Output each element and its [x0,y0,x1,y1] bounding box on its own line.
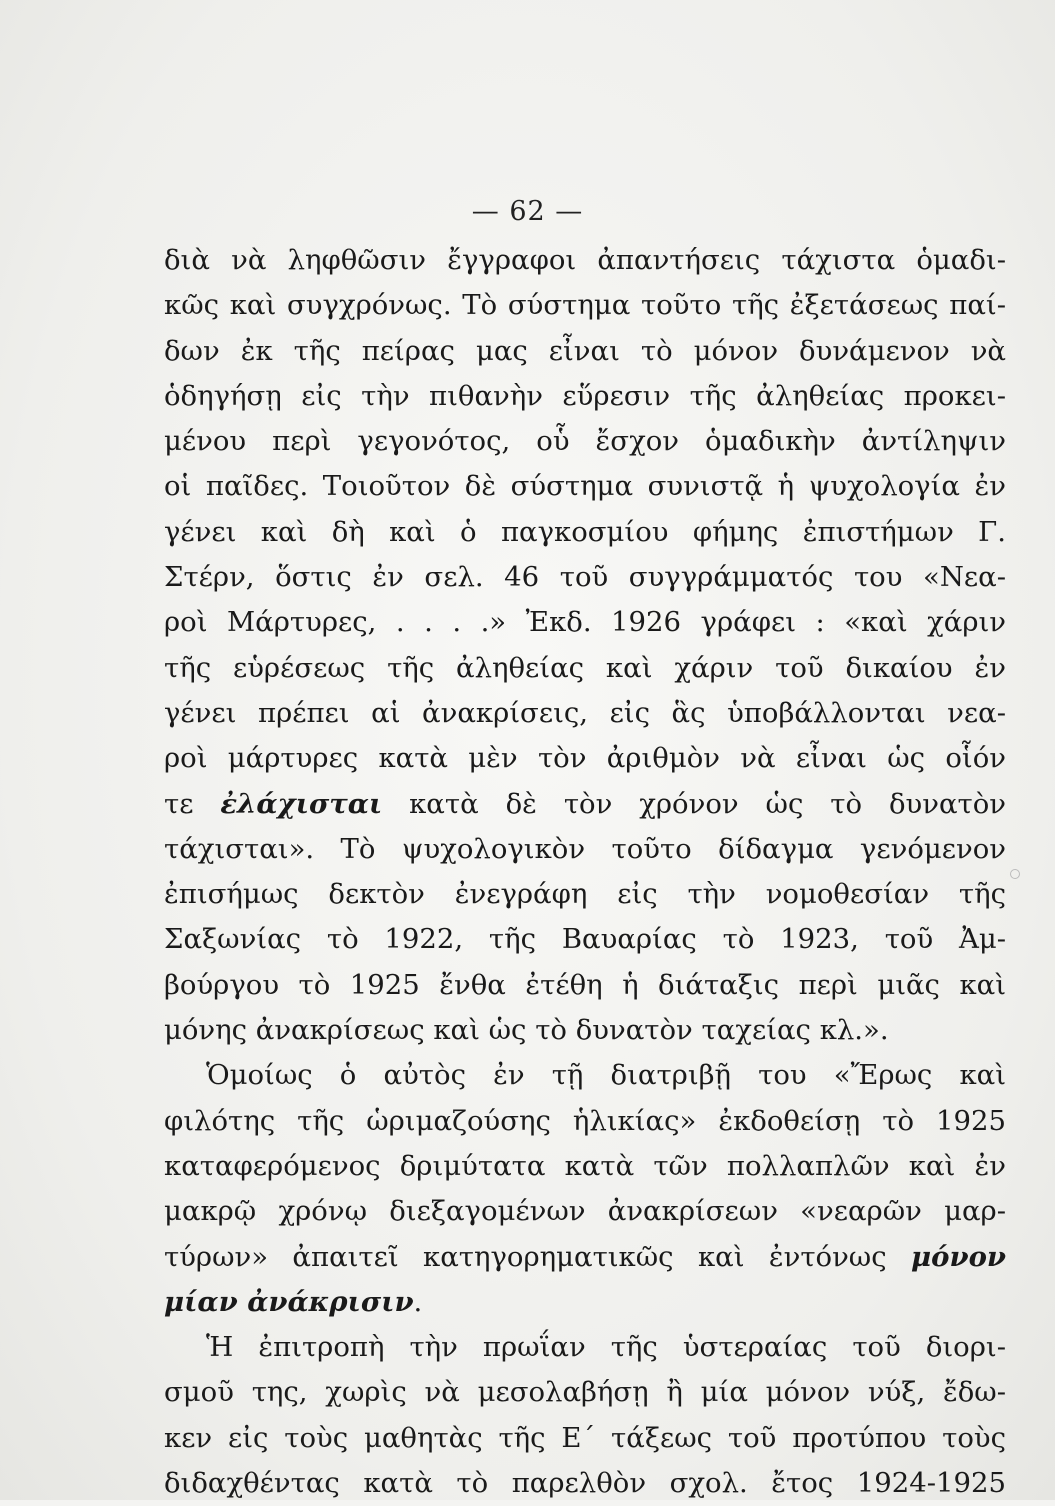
text-line: τῆς εὑρέσεως τῆς ἀληθείας καὶ χάριν τοῦ δικαίου ἐν [164,651,1006,684]
text-line: ὁδηγήσῃ εἰς τὴν πιθανὴν εὕρεσιν τῆς ἀληθείας προκει- [164,379,1006,412]
text-line: μόνης ἀνακρίσεως καὶ ὡς τὸ δυνατὸν ταχείας κλ.». [164,1014,889,1047]
emphasized-text: μίαν ἀνάκρισιν [164,1285,414,1318]
text-span: . [413,1285,423,1318]
text-line: μένου περὶ γεγονότος, οὗ ἔσχον ὁμαδικὴν ἀντίληψιν [164,425,1006,458]
body-text [164,238,1006,1506]
text-line: Ὁμοίως ὁ αὐτὸς ἐν τῇ διατριβῇ του «Ἔρως καὶ [206,1059,1006,1092]
text-line: φιλότης τῆς ὡριμαζούσης ἡλικίας» ἐκδοθείσῃ τὸ 1925 [164,1104,1006,1137]
text-line: δων ἐκ τῆς πείρας μας εἶναι τὸ μόνον δυνάμενον νὰ [164,334,1006,367]
text-line [164,1280,1006,1325]
paper-speck [1010,869,1020,879]
text-line: κεν εἰς τοὺς μαθητὰς τῆς Ε΄ τάξεως τοῦ προτύπου τοὺς [164,1421,1006,1454]
text-line: καταφερόμενος δριμύτατα κατὰ τῶν πολλαπλῶν καὶ ἐν [164,1149,1006,1182]
text-line: διὰ νὰ ληφθῶσιν ἔγγραφοι ἀπαντήσεις τάχιστα ὁμαδι- [164,244,1006,276]
text-line: διδαχθέντας κατὰ τὸ παρελθὸν σχολ. ἔτος 1924-1925 [164,1467,1006,1500]
text-line: κῶς καὶ συγχρόνως. Τὸ σύστημα τοῦτο τῆς ἐξετάσεως παί- [164,289,1006,322]
text-line: ροὶ Μάρτυρες, . . . .» Ἐκδ. 1926 γράφει : «καὶ χάριν [164,606,1006,639]
text-line [164,782,1006,827]
text-line: μακρῷ χρόνῳ διεξαγομένων ἀνακρίσεων «νεαρῶν μαρ- [164,1195,1006,1228]
text-line [164,1235,1006,1280]
text-span: κατὰ δὲ τὸν χρόνον ὡς τὸ δυνατὸν [382,787,1007,820]
emphasized-text: μόνον [911,1240,1006,1273]
text-line: Στέρν, ὅστις ἐν σελ. 46 τοῦ συγγράμματός του «Νεα- [164,561,1006,594]
text-line: ροὶ μάρτυρες κατὰ μὲν τὸν ἀριθμὸν νὰ εἶναι ὡς οἷόν [164,742,1006,775]
text-line: γένει πρέπει αἱ ἀνακρίσεις, εἰς ἃς ὑποβάλλονται νεα- [164,696,1006,729]
text-line: τάχισται». Τὸ ψυχολογικὸν τοῦτο δίδαγμα γενόμενον [164,832,1006,865]
text-span: τύρων» ἀπαιτεῖ κατηγορηματικῶς καὶ ἐντόνως [164,1240,912,1273]
text-line: γένει καὶ δὴ καὶ ὁ παγκοσμίου φήμης ἐπιστήμων Γ. [164,515,1006,548]
text-line: σμοῦ της, χωρὶς νὰ μεσολαβήσῃ ἢ μία μόνον νύξ, ἔδω- [164,1376,1006,1409]
text-line: ἐπισήμως δεκτὸν ἐνεγράφη εἰς τὴν νομοθεσίαν τῆς [164,878,1006,911]
text-line: βούργου τὸ 1925 ἔνθα ἐτέθη ἡ διάταξις περὶ μιᾶς καὶ [164,968,1006,1001]
text-line: Ἡ ἐπιτροπὴ τὴν πρωΐαν τῆς ὑστεραίας τοῦ διορι- [206,1331,1006,1364]
page-number: — 62 — [471,196,584,227]
emphasized-text: ἐλάχισται [220,787,383,820]
text-line: Σαξωνίας τὸ 1922, τῆς Βαυαρίας τὸ 1923, τοῦ Ἀμ- [164,923,1006,956]
text-line: οἱ παῖδες. Τοιοῦτον δὲ σύστημα συνιστᾷ ἡ ψυχολογία ἐν [164,470,1006,503]
text-span: τε [164,787,221,820]
